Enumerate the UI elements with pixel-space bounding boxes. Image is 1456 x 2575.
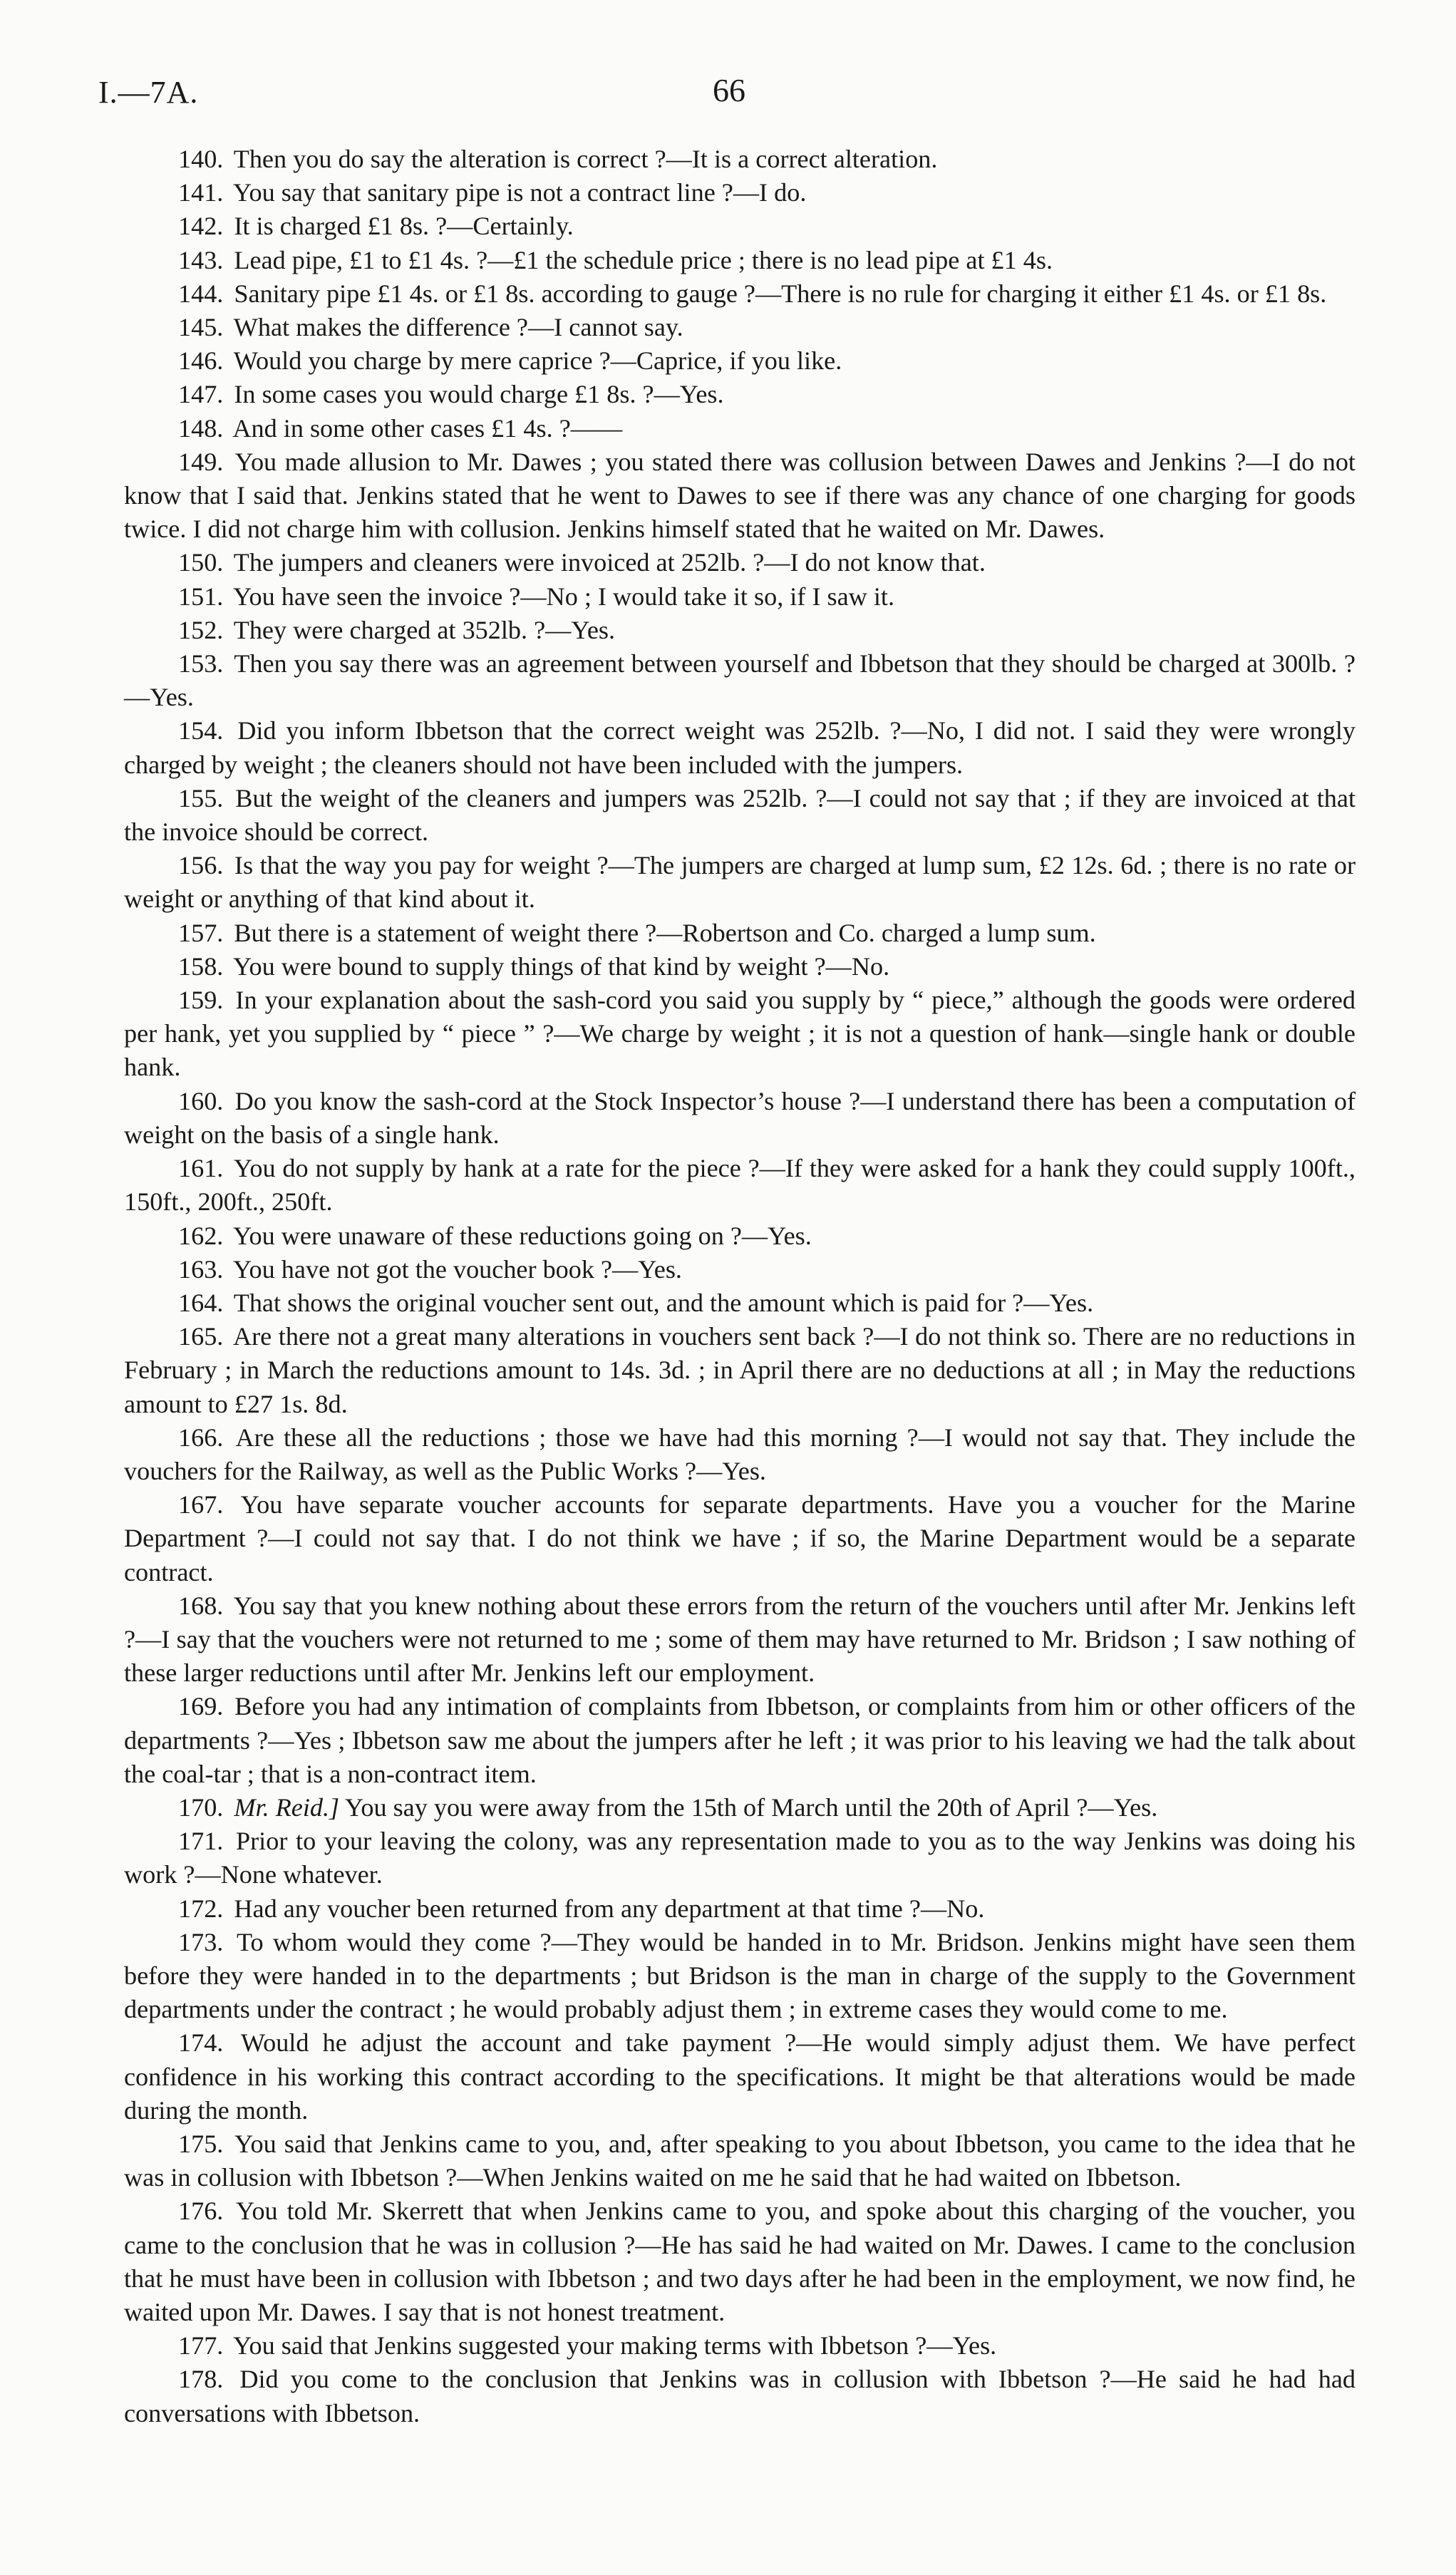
evidence-body xyxy=(124,143,1356,2430)
question-text: Had any voucher been returned from any department at that time ?—No. xyxy=(234,1894,985,1923)
question-number: 167. xyxy=(178,1490,224,1519)
question-text: Do you know the sash-cord at the Stock Inspector’s house ?—I understand there has been a computation of weight on the basis of a single hank. xyxy=(124,1086,1356,1149)
question-text: And in some other cases £1 4s. ?—— xyxy=(232,413,623,443)
question-paragraph xyxy=(124,1488,1356,1589)
question-number: 145. xyxy=(178,313,224,342)
question-text: The jumpers and cleaners were invoiced at 252lb. ?—I do not know that. xyxy=(233,548,986,577)
question-number: 160. xyxy=(178,1086,224,1115)
question-text: In your explanation about the sash-cord you said you supply by “ piece,” although the goods were ordered per hank, yet you supplied by “ piece ” ?—We charge by weight ; it is not a question of hank—single hank or double hank. xyxy=(124,986,1356,1082)
question-paragraph xyxy=(124,2026,1356,2127)
question-text: But the weight of the cleaners and jumpers was 252lb. ?—I could not say that ; if they are invoiced at that the invoice should be correct. xyxy=(124,783,1356,847)
question-paragraph xyxy=(124,143,1356,176)
question-paragraph xyxy=(124,1791,1356,1825)
question-paragraph xyxy=(124,1152,1356,1219)
question-paragraph xyxy=(124,2363,1356,2430)
question-number: 155. xyxy=(178,783,224,812)
question-paragraph xyxy=(124,1892,1356,1926)
question-text: You say that you knew nothing about these errors from the return of the vouchers until after Mr. Jenkins left ?—I say that the vouchers were not returned to me ; some of them may have returned to Mr. Bridson ; I saw nothing of these larger reductions until after Mr. Jenkins left our employment. xyxy=(124,1591,1356,1688)
question-text: Would you charge by mere caprice ?—Caprice, if you like. xyxy=(233,346,842,376)
question-paragraph xyxy=(124,176,1356,210)
question-paragraph xyxy=(124,546,1356,579)
question-paragraph xyxy=(124,210,1356,243)
question-text: It is charged £1 8s. ?—Certainly. xyxy=(234,212,574,241)
question-number: 153. xyxy=(178,649,224,678)
question-paragraph xyxy=(124,1690,1356,1791)
question-number: 147. xyxy=(178,380,224,409)
question-text: Would he adjust the account and take payment ?—He would simply adjust them. We have perfect confidence in his working this contract according to the specifications. It might be that alterations would be made during the month. xyxy=(124,2028,1356,2125)
question-paragraph xyxy=(124,2329,1356,2363)
question-number: 148. xyxy=(178,413,224,443)
question-text: You have seen the invoice ?—No ; I would take it so, if I saw it. xyxy=(233,582,895,611)
speaker-label: Mr. Reid.] xyxy=(234,1792,340,1822)
report-reference: I.—7A. xyxy=(98,75,199,110)
question-paragraph xyxy=(124,647,1356,714)
question-number: 144. xyxy=(178,279,224,308)
question-text: You said that Jenkins suggested your making terms with Ibbetson ?—Yes. xyxy=(233,2331,997,2360)
question-paragraph xyxy=(124,580,1356,614)
question-text: You said that Jenkins came to you, and, after speaking to you about Ibbetson, you came to the idea that he was in collusion with Ibbetson ?—When Jenkins waited on me he said that he had waited on Ibbetson. xyxy=(124,2129,1356,2192)
question-text: Did you come to the conclusion that Jenkins was in collusion with Ibbetson ?—He said he had had conversations with Ibbetson. xyxy=(124,2365,1356,2427)
question-text: Lead pipe, £1 to £1 4s. ?—£1 the schedule price ; there is no lead pipe at £1 4s. xyxy=(234,245,1053,274)
question-paragraph xyxy=(124,849,1356,916)
question-text: Then you do say the alteration is correct ?—It is a correct alteration. xyxy=(233,145,938,173)
question-number: 152. xyxy=(178,615,224,644)
question-paragraph xyxy=(124,1286,1356,1320)
question-number: 170. xyxy=(178,1792,224,1822)
question-number: 161. xyxy=(178,1154,224,1183)
question-paragraph xyxy=(124,1926,1356,2027)
question-text: Did you inform Ibbetson that the correct weight was 252lb. ?—No, I did not. I said they were wrongly charged by weight ; the cleaners should not have been included with the jumpers. xyxy=(124,716,1356,779)
question-text: To whom would they come ?—They would be handed in to Mr. Bridson. Jenkins might have seen them before they were handed in to the departments ; but Bridson is the man in charge of the supply to the Government departments under the contract ; he would probably adjust them ; in extreme cases they would come to me. xyxy=(124,1927,1356,2024)
question-paragraph xyxy=(124,277,1356,311)
question-paragraph xyxy=(124,614,1356,647)
question-paragraph xyxy=(124,1085,1356,1152)
question-number: 141. xyxy=(178,178,224,207)
question-text: They were charged at 352lb. ?—Yes. xyxy=(233,615,616,644)
page-number: 66 xyxy=(713,72,745,108)
question-number: 149. xyxy=(178,447,224,476)
question-paragraph xyxy=(124,1320,1356,1421)
question-number: 173. xyxy=(178,1927,224,1956)
question-number: 146. xyxy=(178,346,224,376)
question-paragraph xyxy=(124,344,1356,378)
question-number: 171. xyxy=(178,1827,224,1856)
question-number: 178. xyxy=(178,2365,224,2394)
question-text: You do not supply by hank at a rate for the piece ?—If they were asked for a hank they could supply 100ft., 150ft., 200ft., 250ft. xyxy=(124,1154,1356,1217)
question-number: 158. xyxy=(178,951,224,981)
question-text: You told Mr. Skerrett that when Jenkins came to you, and spoke about this charging of the voucher, you came to the conclusion that he was in collusion ?—He has said he had waited on Mr. Dawes. I came to the conclusion that he must have been in collusion with Ibbetson ; and two days after he had been in the employment, we now find, he waited upon Mr. Dawes. I say that is not honest treatment. xyxy=(124,2197,1356,2326)
question-paragraph xyxy=(124,1589,1356,1691)
question-paragraph xyxy=(124,714,1356,781)
question-paragraph xyxy=(124,412,1356,445)
question-text: Then you say there was an agreement between yourself and Ibbetson that they should be charged at 300lb. ?—Yes. xyxy=(124,649,1356,712)
question-number: 175. xyxy=(178,2129,224,2158)
question-number: 159. xyxy=(178,986,224,1015)
question-text: You have not got the voucher book ?—Yes. xyxy=(233,1254,682,1284)
question-paragraph xyxy=(124,950,1356,984)
question-number: 165. xyxy=(178,1322,224,1351)
question-paragraph xyxy=(124,2194,1356,2329)
question-paragraph xyxy=(124,782,1356,849)
question-paragraph xyxy=(124,917,1356,950)
question-number: 164. xyxy=(178,1288,224,1317)
question-text: Sanitary pipe £1 4s. or £1 8s. according to gauge ?—There is no rule for charging it either £1 4s. or £1 8s. xyxy=(234,279,1327,308)
question-paragraph xyxy=(124,1253,1356,1286)
question-number: 176. xyxy=(178,2197,224,2226)
question-number: 166. xyxy=(178,1423,224,1452)
question-number: 156. xyxy=(178,851,224,880)
question-text: You were bound to supply things of that kind by weight ?—No. xyxy=(233,951,890,981)
question-text: Is that the way you pay for weight ?—The jumpers are charged at lump sum, £2 12s. 6d. ; there is no rate or weight or anything of that kind about it. xyxy=(124,851,1356,914)
question-paragraph xyxy=(124,984,1356,1085)
question-text: You say that sanitary pipe is not a contract line ?—I do. xyxy=(233,178,807,207)
question-number: 177. xyxy=(178,2331,224,2360)
question-paragraph xyxy=(124,1421,1356,1488)
question-text: Are there not a great many alterations in vouchers sent back ?—I do not think so. There are no reductions in February ; in March the reductions amount to 14s. 3d. ; in April there are no deductions at all ; in May the reductions amount to £27 1s. 8d. xyxy=(124,1322,1356,1418)
question-number: 157. xyxy=(178,918,224,947)
question-number: 169. xyxy=(178,1692,224,1721)
question-number: 140. xyxy=(178,145,224,173)
question-number: 162. xyxy=(178,1221,224,1250)
question-text: Are these all the reductions ; those we have had this morning ?—I would not say that. They include the vouchers for the Railway, as well as the Public Works ?—Yes. xyxy=(124,1423,1356,1485)
question-number: 174. xyxy=(178,2028,224,2058)
question-text: You say you were away from the 15th of March until the 20th of April ?—Yes. xyxy=(344,1792,1158,1822)
question-paragraph xyxy=(124,378,1356,411)
question-number: 168. xyxy=(178,1591,224,1620)
question-number: 151. xyxy=(178,582,224,611)
question-number: 154. xyxy=(178,716,224,745)
question-text: You were unaware of these reductions going on ?—Yes. xyxy=(233,1221,812,1250)
question-paragraph xyxy=(124,311,1356,344)
question-number: 163. xyxy=(178,1254,224,1284)
question-text: In some cases you would charge £1 8s. ?—Yes. xyxy=(234,380,724,409)
question-text: You made allusion to Mr. Dawes ; you stated there was collusion between Dawes and Jenkins ?—I do not know that I said that. Jenkins stated that he went to Dawes to see if there was any chance of one charging for goods twice. I did not charge him with collusion. Jenkins himself stated that he waited on Mr. Dawes. xyxy=(124,447,1356,544)
question-number: 150. xyxy=(178,548,224,577)
question-text: Before you had any intimation of complaints from Ibbetson, or complaints from him or other officers of the departments ?—Yes ; Ibbetson saw me about the jumpers after he left ; it was prior to his leaving we had the talk about the coal-tar ; that is a non-contract item. xyxy=(124,1692,1356,1788)
question-paragraph xyxy=(124,1219,1356,1253)
question-number: 143. xyxy=(178,245,224,274)
question-text: That shows the original voucher sent out, and the amount which is paid for ?—Yes. xyxy=(233,1288,1094,1317)
question-text: You have separate voucher accounts for separate departments. Have you a voucher for the Marine Department ?—I could not say that. I do not think we have ; if so, the Marine Department would be a separate contract. xyxy=(124,1490,1356,1586)
question-number: 142. xyxy=(178,212,224,241)
question-paragraph xyxy=(124,445,1356,547)
question-number: 172. xyxy=(178,1894,224,1923)
question-text: Prior to your leaving the colony, was any representation made to you as to the way Jenkins was doing his work ?—None whatever. xyxy=(124,1827,1356,1889)
question-paragraph xyxy=(124,244,1356,277)
question-text: But there is a statement of weight there ?—Robertson and Co. charged a lump sum. xyxy=(234,918,1096,947)
question-paragraph xyxy=(124,1825,1356,1892)
question-paragraph xyxy=(124,2127,1356,2194)
question-text: What makes the difference ?—I cannot say. xyxy=(233,313,683,342)
